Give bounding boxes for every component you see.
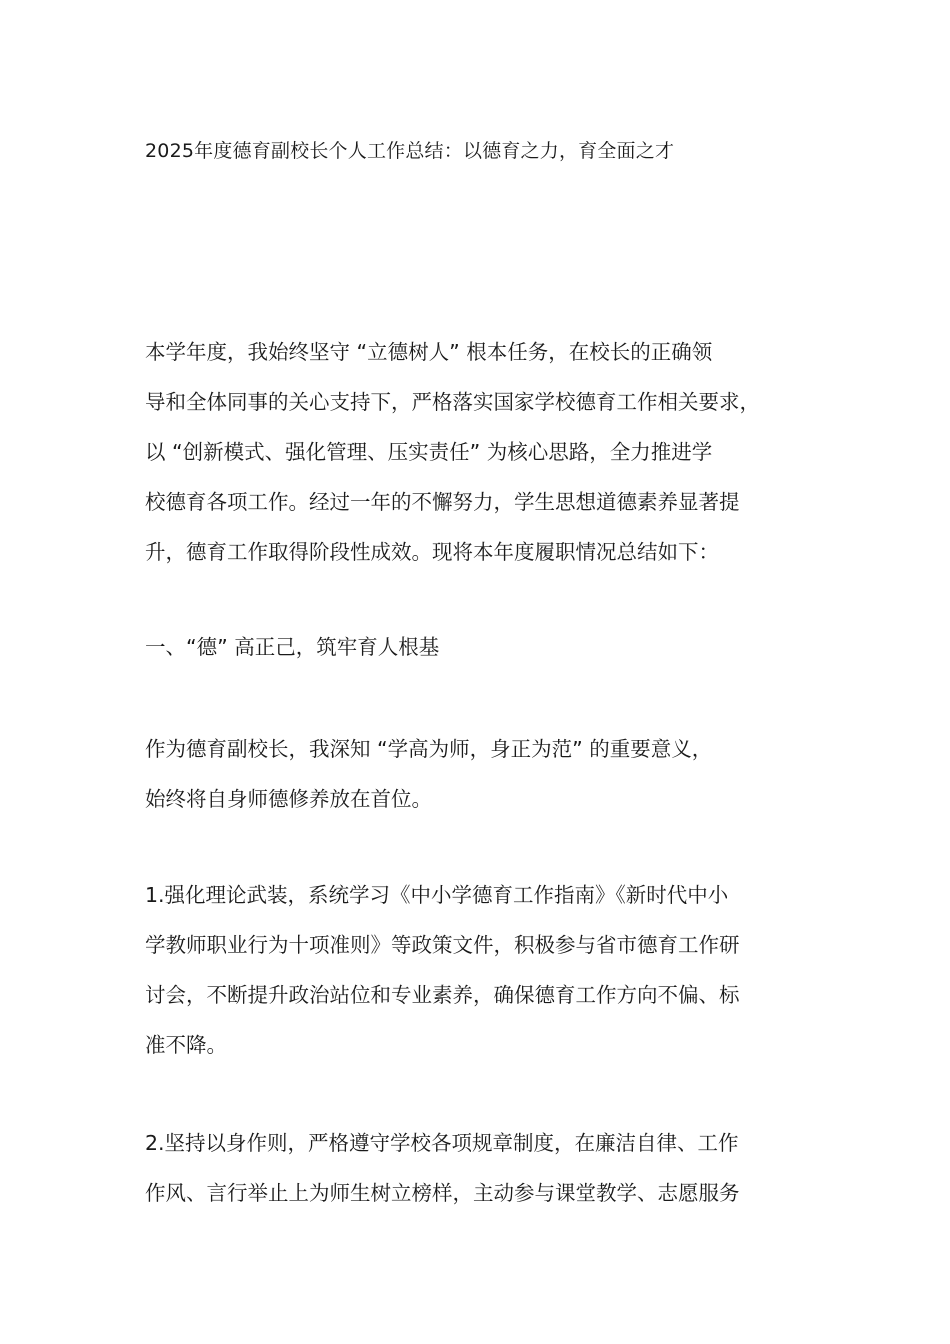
intro-paragraph	[145, 327, 820, 577]
intro-line: 本学年度，我始终坚守 “立德树人” 根本任务，在校长的正确领	[145, 340, 713, 364]
section-heading: 一、“德” 高正己，筑牢育人根基	[145, 635, 440, 659]
intro-line: 以 “创新模式、强化管理、压实责任” 为核心思路，全力推进学	[145, 440, 713, 464]
item-1-paragraph	[145, 870, 820, 1070]
intro-line: 升，德育工作取得阶段性成效。现将本年度履职情况总结如下：	[145, 540, 719, 564]
item-1-line: 讨会，不断提升政治站位和专业素养，确保德育工作方向不偏、标	[145, 983, 740, 1007]
item-2-paragraph	[145, 1118, 820, 1218]
item-1-line: 准不降。	[145, 1033, 227, 1057]
item-2-line: 作风、言行举止上为师生树立榜样，主动参与课堂教学、志愿服务	[145, 1181, 740, 1205]
item-2-line: 2.坚持以身作则，严格遵守学校各项规章制度，在廉洁自律、工作	[145, 1131, 739, 1155]
intro-line: 校德育各项工作。经过一年的不懈努力，学生思想道德素养显著提	[145, 490, 740, 514]
document-title: 2025年度德育副校长个人工作总结：以德育之力，育全面之才	[145, 140, 675, 162]
section-intro-line: 作为德育副校长，我深知 “学高为师，身正为范” 的重要意义，	[145, 737, 713, 761]
section-intro-line: 始终将自身师德修养放在首位。	[145, 787, 432, 811]
section-intro-paragraph	[145, 724, 820, 824]
intro-line: 导和全体同事的关心支持下，严格落实国家学校德育工作相关要求，	[145, 390, 760, 414]
item-1-line: 1.强化理论武装，系统学习《中小学德育工作指南》《新时代中小	[145, 883, 729, 907]
item-1-line: 学教师职业行为十项准则》等政策文件，积极参与省市德育工作研	[145, 933, 740, 957]
